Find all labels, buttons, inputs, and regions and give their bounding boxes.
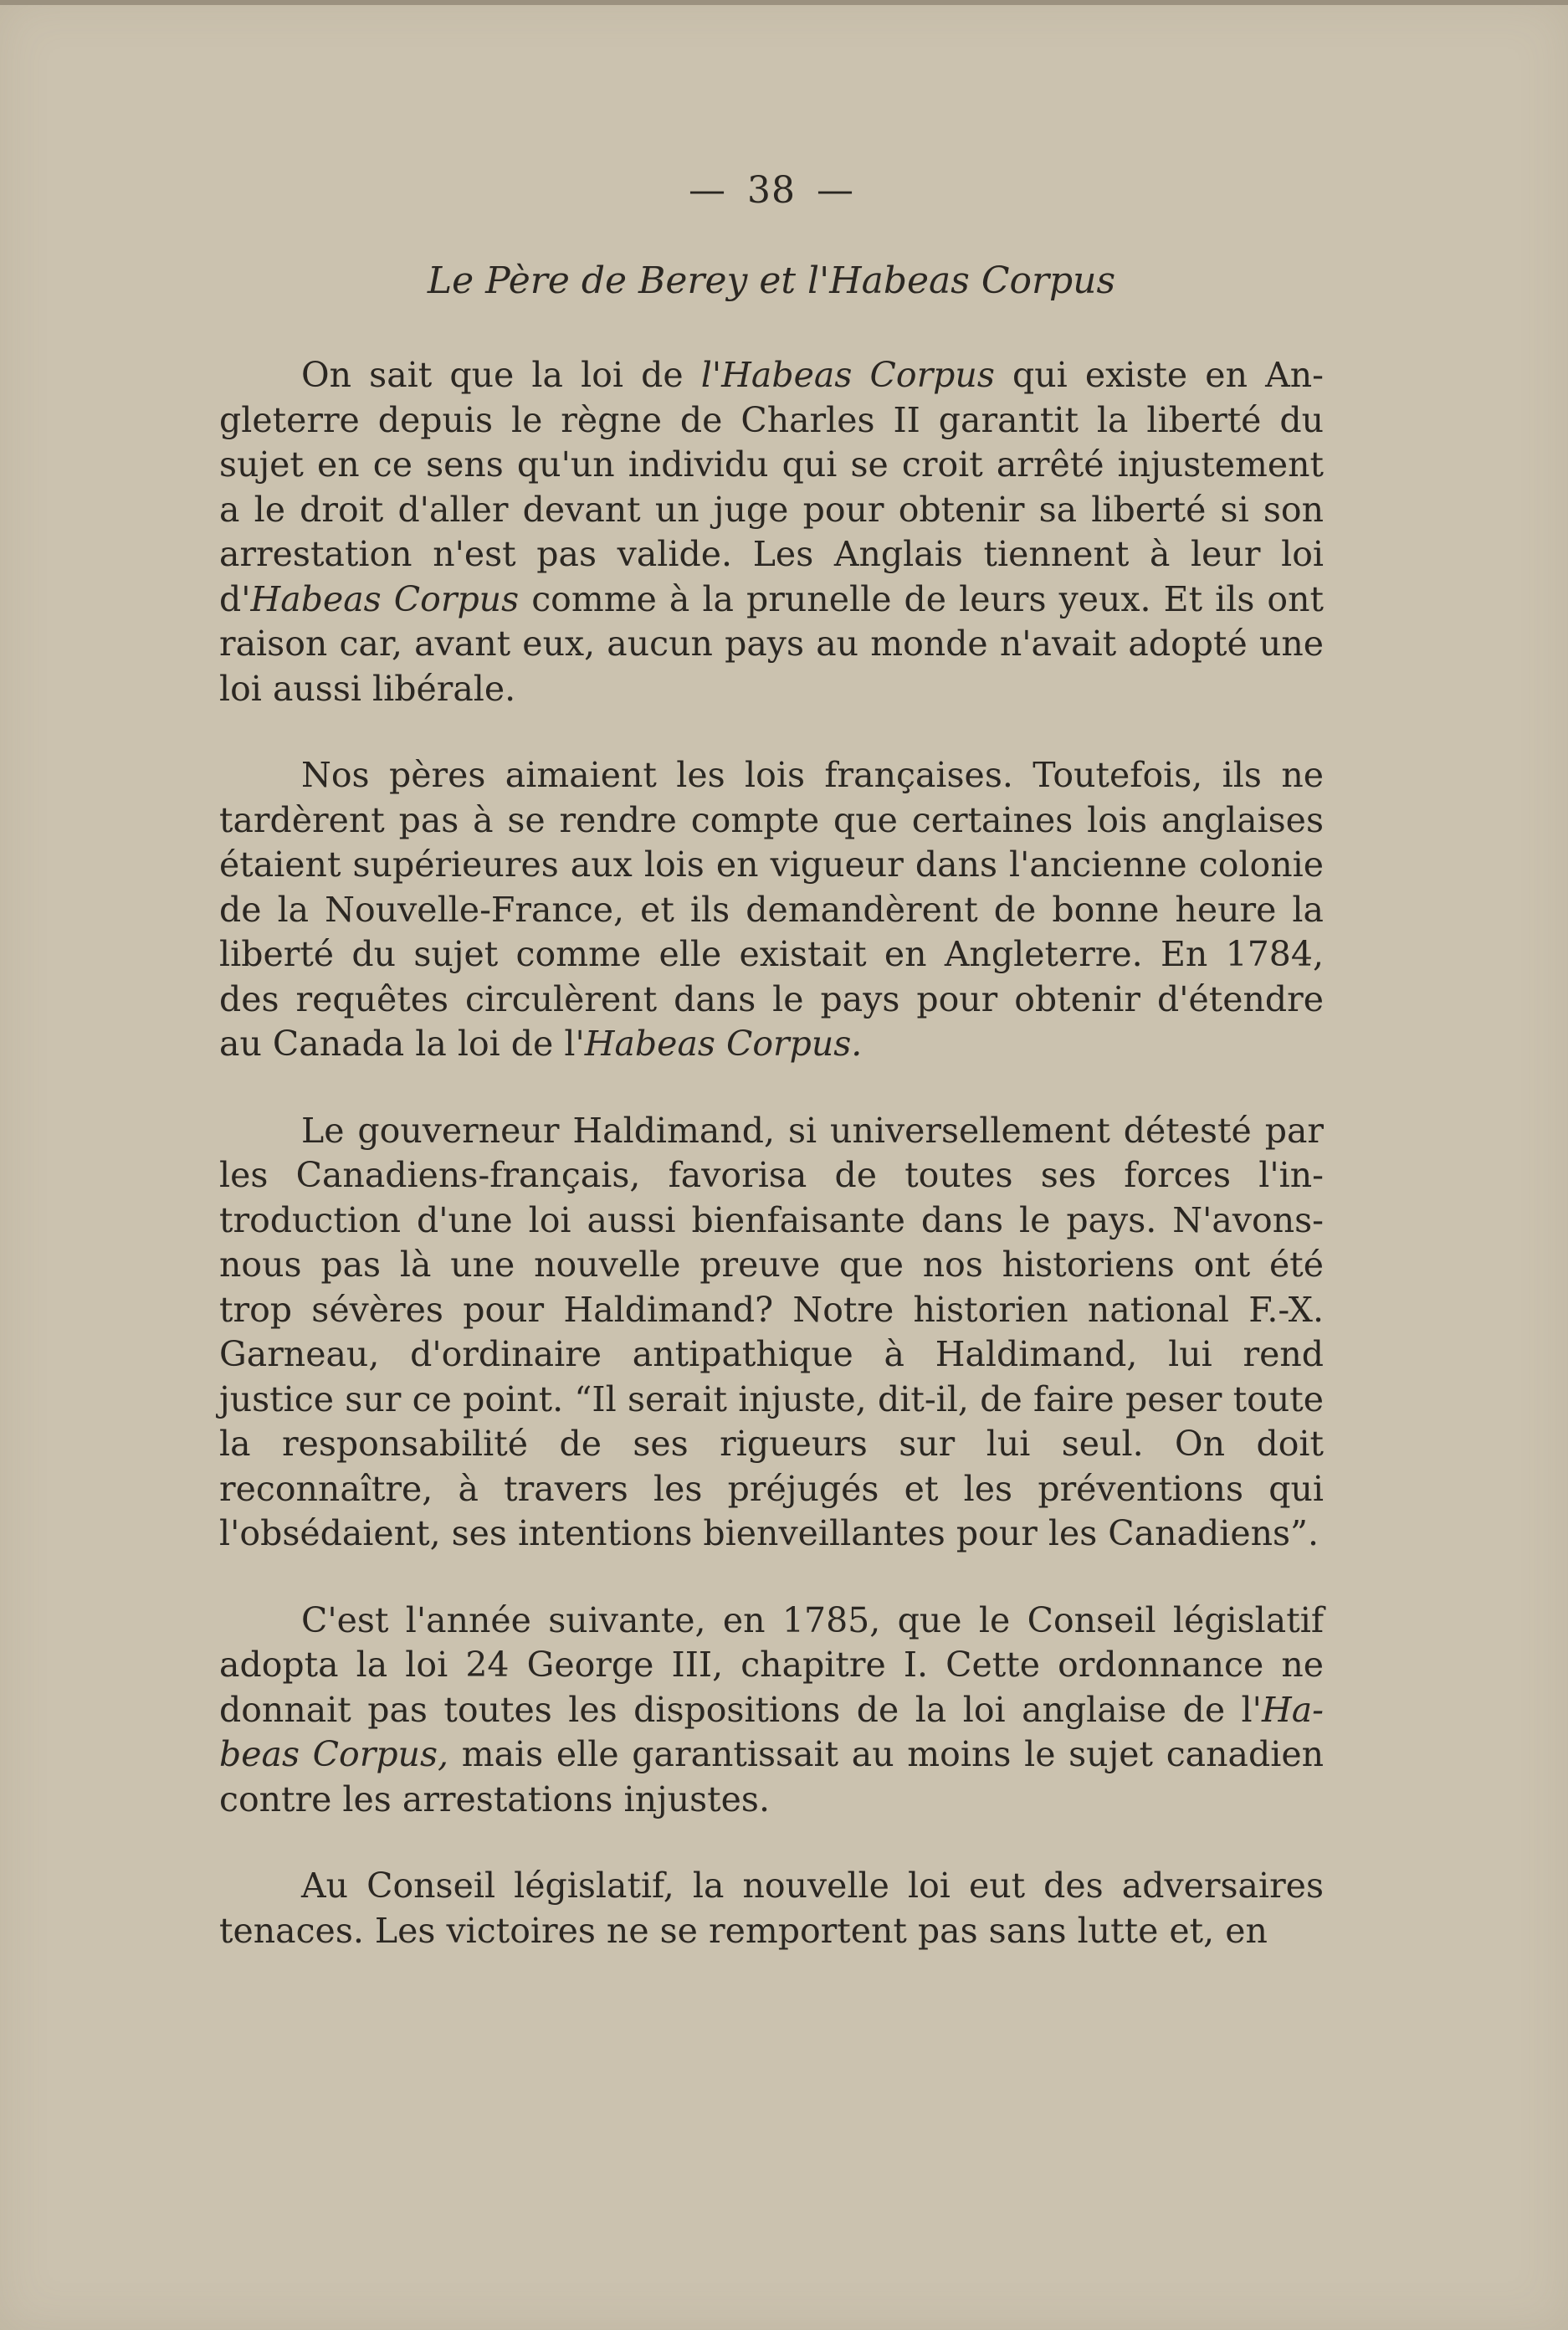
text-run: qui existe en Angleterre depuis le règne de Charles II garantit la liberté du sujet en ce sens qu'un individu qui se croit arrêté injustement a le droit d'aller devant un juge pour obtenir sa liberté si son arrestation n'est pas valide. Les Anglais tiennent à leur loi d' (219, 355, 1324, 619)
text-run: On sait que la loi de (301, 355, 701, 395)
paragraph (219, 353, 1324, 711)
text-run: comme à la prunelle de leurs yeux. Et ils ont raison car, avant eux, aucun pays au monde n'avait adopté une loi aussi libérale. (219, 578, 1324, 709)
text-run: Au Conseil législatif, la nouvelle loi eut des adversaires tenaces. Les victoires ne se remportent pas sans lutte et, en (219, 1866, 1324, 1951)
paragraph (219, 753, 1324, 1067)
paragraph (219, 1109, 1324, 1557)
text-run: Nos pères aimaient les lois françaises. Toutefois, ils ne tardèrent pas à se rendre compte que certaines lois anglaises étaient supérieures aux lois en vigueur dans l'ancienne colonie de la Nouvelle-France, et ils demandèrent de bonne heure la liberté du sujet comme elle existait en Angleterre. En 1784, des requêtes circulèrent dans le pays pour obtenir d'étendre au Canada la loi de l' (219, 755, 1324, 1064)
italic-text: Habeas Corpus, (219, 1689, 1324, 1774)
page-number: — 38 — (689, 169, 854, 212)
page-number-value: 38 (747, 169, 796, 212)
section-title: Le Père de Berey et l'Habeas Corpus (427, 259, 1116, 302)
text-run: mais elle garantissait au moins le sujet canadien contre les arrestations injustes. (219, 1734, 1324, 1819)
paragraph (219, 1864, 1324, 1953)
italic-text: Habeas Corpus. (584, 1024, 863, 1064)
text-run: C'est l'année suivante, en 1785, que le Conseil législatif adopta la loi 24 George III, chapitre I. Cette ordonnance ne donnait pas toutes les dispositions de la loi anglaise de l' (219, 1599, 1324, 1730)
page-top-edge (0, 0, 1568, 5)
italic-text: Habeas Corpus (250, 578, 520, 619)
body-text (219, 353, 1324, 1953)
paragraph (219, 1599, 1324, 1823)
page-content (219, 167, 1324, 1995)
italic-text: l'Habeas Corpus (700, 355, 995, 395)
text-run: Le gouverneur Haldimand, si universellement détesté par les Canadiens-français, favorisa de toutes ses forces l'introduction d'une loi aussi bienfaisante dans le pays. N'avons-nous pas là une nouvelle preuve que nos historiens ont été trop sévères pour Haldimand? Notre historien national F.-X. Garneau, d'ordinaire antipathique à Haldimand, lui rend justice sur ce point. “Il serait injuste, dit-il, de faire peser toute la responsabilité de ses rigueurs sur lui seul. On doit reconnaître, à travers les préjugés et les préventions qui l'obsédaient, ses intentions bienveillantes pour les Canadiens”. (219, 1110, 1324, 1553)
